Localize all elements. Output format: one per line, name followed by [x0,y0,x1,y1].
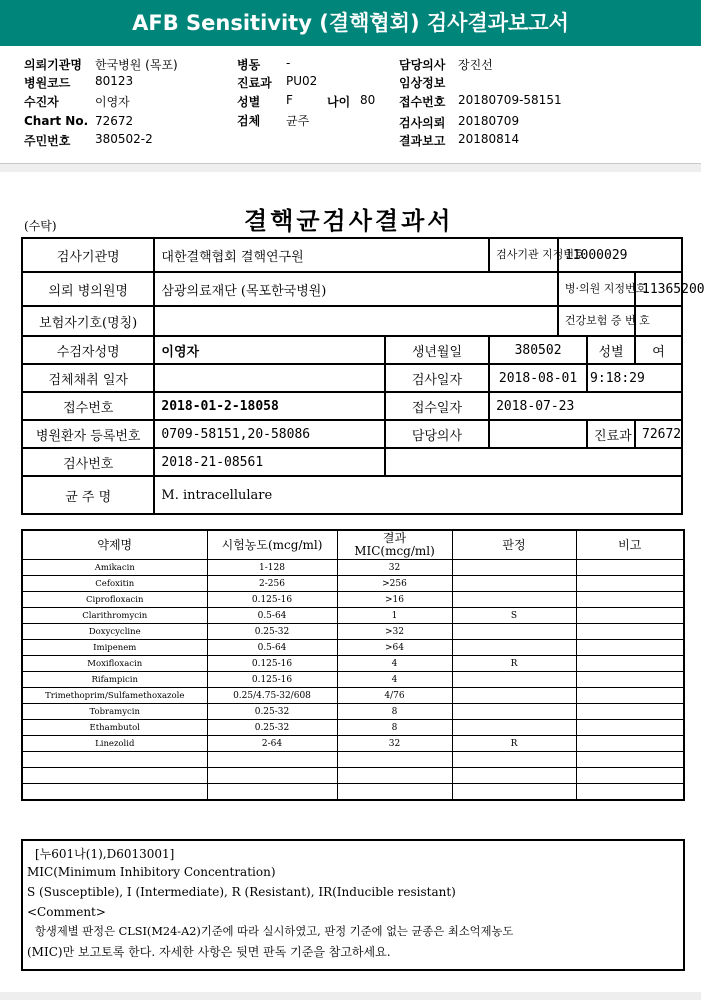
table-row [22,656,684,672]
table-row [22,768,684,784]
test-concentration [207,752,337,768]
test-no-value: 2018-21-08561 [154,448,384,476]
test-concentration [207,768,337,784]
drug-name: Amikacin [22,560,207,576]
patient-name-value: 이영자 [154,336,384,364]
interpretation-header: 판정 [452,530,576,560]
table-row [22,624,684,640]
mic-result: 8 [337,720,452,736]
attending-doctor-label: 담당의사 [385,420,489,448]
interpretation [452,704,576,720]
interpretation [452,624,576,640]
table-row [22,784,684,801]
test-concentration [207,784,337,801]
remarks [576,624,684,640]
code-line: [누601나(1),D6013001] [35,847,175,861]
mic-result: 32 [337,560,452,576]
interpretation [452,576,576,592]
remarks [576,736,684,752]
mic-result: 1 [337,608,452,624]
lab-name-value: 대한결핵협회 결핵연구원 [154,238,489,272]
doc-dept-label: 진료과 [587,420,635,448]
report-form-table [21,237,705,515]
strain-value: M. intracellulare [154,476,682,514]
lab-no-value: 11000029 [558,238,682,272]
test-concentration: 0.125-16 [207,656,337,672]
comment-box [21,839,685,971]
remarks [576,720,684,736]
dob-value: 380502 [489,336,587,364]
blank-cell [385,448,682,476]
test-concentration: 0.125-16 [207,672,337,688]
recv-no-value: 2018-01-2-18058 [154,392,384,420]
remarks [576,560,684,576]
receipt-label: 접수번호 [399,95,446,109]
sex-label: 성별 [237,95,261,109]
table-header-row [22,530,684,560]
insurer-label: 보험자기호(명칭) [22,306,154,336]
interpretation [452,640,576,656]
dob-label: 생년월일 [385,336,489,364]
interpretation [452,752,576,768]
specimen-value: 균주 [286,114,310,128]
drug-header: 약제명 [22,530,207,560]
drug-name: Clarithromycin [22,608,207,624]
test-concentration: 2-64 [207,736,337,752]
viewer-gap [0,164,701,172]
ward-label: 병동 [237,58,261,72]
drug-name: Doxycycline [22,624,207,640]
interpretation [452,560,576,576]
chart-label: Chart No. [24,114,89,128]
interpretation [452,720,576,736]
remarks-header: 비고 [576,530,684,560]
doc-sex-label: 성별 [587,336,635,364]
mic-result: >16 [337,592,452,608]
remarks [576,656,684,672]
recv-date-value: 2018-07-23 [489,392,682,420]
lab-no-label: 검사기관 지정번호 [489,238,558,272]
drug-name [22,752,207,768]
drug-name: Ethambutol [22,720,207,736]
table-row [22,576,684,592]
chart-value: 72672 [95,114,134,128]
viewer-gap-bottom [0,992,701,1000]
interpretation [452,672,576,688]
drug-name: Cefoxitin [22,576,207,592]
test-concentration: 0.25/4.75-32/608 [207,688,337,704]
sex-value: F [286,93,293,107]
doc-sex-value: 여 [635,336,682,364]
institution-label: 의뢰기관명 [24,58,82,72]
test-concentration: 0.5-64 [207,608,337,624]
mic-result: >256 [337,576,452,592]
interpretation: R [452,736,576,752]
comment-text-2: (MIC)만 보고토록 한다. 자세한 사항은 뒷면 판독 기준을 참고하세요. [27,945,391,959]
rrn-label: 주민번호 [24,134,71,148]
hospital-code-label: 병원코드 [24,76,71,90]
test-concentration: 0.5-64 [207,640,337,656]
report-date-value: 20180814 [458,132,520,146]
clinical-label: 임상정보 [399,76,446,90]
ward-value: - [286,56,291,70]
remarks [576,768,684,784]
attending-doctor-value [489,420,587,448]
drug-name: Moxifloxacin [22,656,207,672]
test-concentration: 0.25-32 [207,720,337,736]
lab-name-label: 검사기관명 [22,238,154,272]
table-row [22,560,684,576]
req-hosp-label: 의뢰 병의원명 [22,272,154,306]
doc-dept-value: 72672 [635,420,682,448]
interpretation [452,688,576,704]
interpretation [452,592,576,608]
drug-name: Linezolid [22,736,207,752]
collect-date-label: 검체채취 일자 [22,364,154,392]
mic-result: >32 [337,624,452,640]
remarks [576,592,684,608]
test-no-label: 검사번호 [22,448,154,476]
insurer-value [154,306,557,336]
recv-no-label: 접수번호 [22,392,154,420]
table-row [22,672,684,688]
test-concentration: 0.25-32 [207,704,337,720]
remarks [576,576,684,592]
mic-result: 8 [337,704,452,720]
drug-name: Imipenem [22,640,207,656]
interpretation: S [452,608,576,624]
rrn-value: 380502-2 [95,132,153,146]
req-hosp-value: 삼광의료재단 (목포한국병원) [154,272,557,306]
age-value: 80 [360,93,376,107]
remarks [576,672,684,688]
drug-name: Rifampicin [22,672,207,688]
document-title: 결핵균검사결과서 [244,206,454,235]
test-date-label: 검사일자 [385,364,489,392]
remarks [576,704,684,720]
comment-heading: <Comment> [27,905,106,919]
concentration-header: 시험농도(mcg/ml) [207,530,337,560]
drug-name: Ciprofloxacin [22,592,207,608]
doctor-label: 담당의사 [399,58,446,72]
table-row [22,752,684,768]
patient-label: 수진자 [24,95,59,109]
test-concentration: 2-256 [207,576,337,592]
req-no-label: 병·의원 지정번호 [558,272,635,306]
reg-no-value: 0709-58151,20-58086 [154,420,384,448]
patient-info-panel [0,46,701,164]
table-row [22,640,684,656]
remarks [576,784,684,801]
mic-result: 4 [337,656,452,672]
table-row [22,720,684,736]
receipt-value: 20180709-58151 [458,93,562,107]
drug-name [22,784,207,801]
consignment-stamp: (수탁) [24,219,57,233]
mic-result: 4/76 [337,688,452,704]
drug-name: Tobramycin [22,704,207,720]
mic-result [337,768,452,784]
dept-value: PU02 [286,74,318,88]
age-label: 나이 [327,95,351,109]
drug-name: Trimethoprim/Sulfamethoxazole [22,688,207,704]
table-row [22,688,684,704]
mic-result: >64 [337,640,452,656]
remarks [576,640,684,656]
mic-header: 결과 MIC(mcg/ml) [337,530,452,560]
request-value: 20180709 [458,114,520,128]
doctor-value: 장진선 [458,58,493,72]
report-date-label: 결과보고 [399,134,446,148]
table-row [22,608,684,624]
recv-date-label: 접수일자 [385,392,489,420]
remarks [576,688,684,704]
patient-value: 이영자 [95,95,130,109]
report-title: AFB Sensitivity (결핵협회) 검사결과보고서 [0,0,701,46]
test-concentration: 1-128 [207,560,337,576]
health-no-label: 건강보험 증 번 호 [558,306,635,336]
specimen-label: 검체 [237,114,261,128]
test-concentration: 0.125-16 [207,592,337,608]
mic-result: 4 [337,672,452,688]
test-concentration: 0.25-32 [207,624,337,640]
test-date-value: 2018-08-01 [489,364,587,392]
test-time-value: 9:18:29 [587,364,682,392]
mic-result [337,784,452,801]
interpretation [452,784,576,801]
dept-label: 진료과 [237,76,272,90]
susceptibility-table [21,529,685,801]
remarks [576,752,684,768]
hospital-code-value: 80123 [95,74,134,88]
interpretation: R [452,656,576,672]
collect-date-value [154,364,384,392]
mic-definition: MIC(Minimum Inhibitory Concentration) [27,865,276,879]
interpretation [452,768,576,784]
patient-name-label: 수검자성명 [22,336,154,364]
drug-name [22,768,207,784]
strain-label: 균 주 명 [22,476,154,514]
table-row [22,704,684,720]
table-row [22,592,684,608]
abbreviation-legend: S (Susceptible), I (Intermediate), R (Resistant), IR(Inducible resistant) [27,885,456,899]
request-label: 검사의뢰 [399,116,446,130]
req-no-value: 11365200 [635,272,682,306]
table-row [22,736,684,752]
remarks [576,608,684,624]
comment-text-1: 항생제별 판정은 CLSI(M24-A2)기준에 따라 실시하였고, 판정 기준에 없는 균종은 최소억제농도 [35,925,514,938]
mic-result: 32 [337,736,452,752]
mic-result [337,752,452,768]
reg-no-label: 병원환자 등록번호 [22,420,154,448]
institution-value: 한국병원 (목포) [95,58,178,72]
